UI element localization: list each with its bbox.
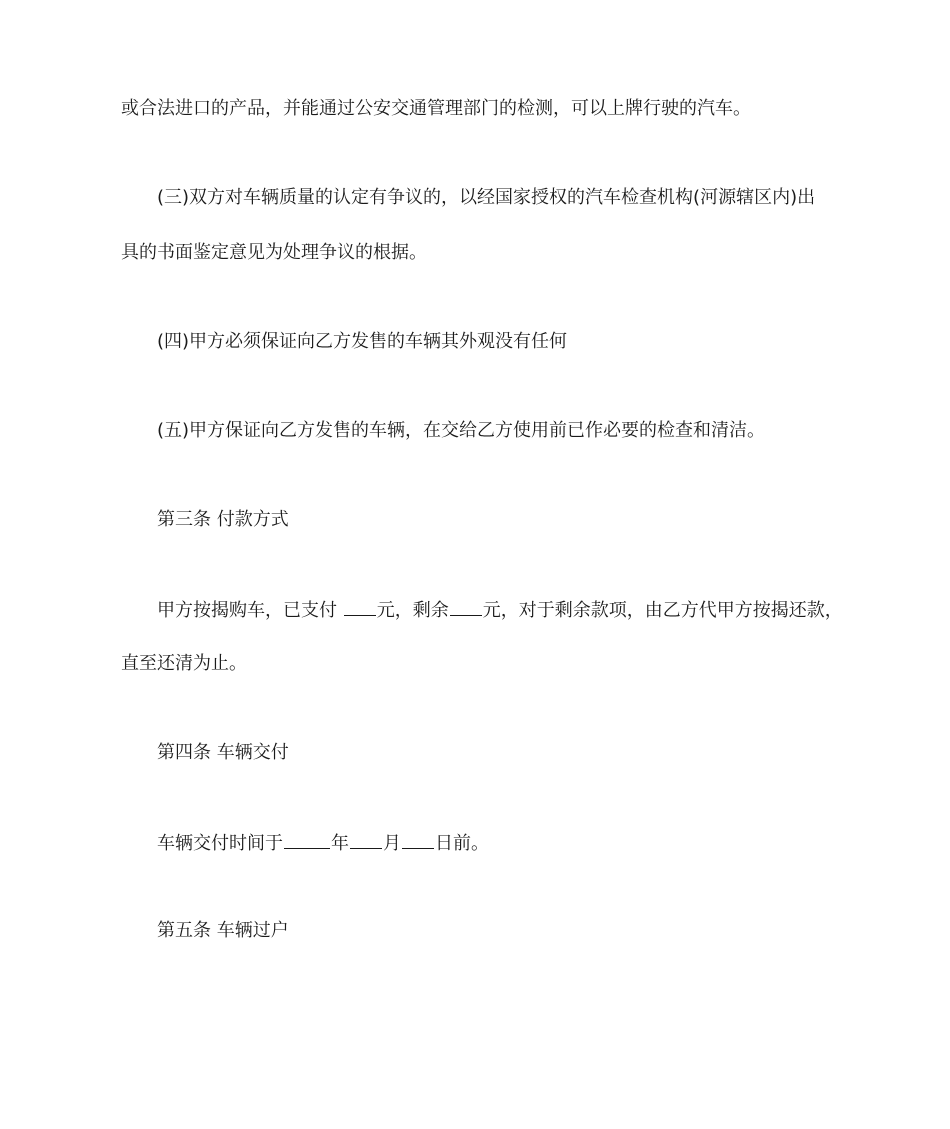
section-heading: 第五条 车辆过户 [157, 920, 289, 941]
delivery-text-4: 日前。 [435, 833, 489, 854]
blank-field [344, 597, 376, 616]
paragraph-line: 或合法进口的产品，并能通过公安交通管理部门的检测，可以上牌行驶的汽车。 [121, 98, 751, 119]
delivery-line [157, 830, 489, 856]
blank-field [450, 597, 482, 616]
delivery-text-3: 月 [383, 833, 401, 854]
payment-text-3: 元，对于剩余款项，由乙方代甲方按揭还款， [482, 600, 843, 621]
paragraph-line: 具的书面鉴定意见为处理争议的根据。 [121, 242, 427, 263]
delivery-text-2: 年 [331, 833, 349, 854]
payment-text-1: 甲方按揭购车，已支付 [157, 600, 343, 621]
section-heading: 第三条 付款方式 [157, 509, 289, 530]
delivery-text-1: 车辆交付时间于 [157, 833, 283, 854]
blank-field [284, 830, 330, 849]
paragraph-line: (三)双方对车辆质量的认定有争议的，以经国家授权的汽车检查机构(河源辖区内)出 [157, 187, 816, 208]
blank-field [350, 830, 382, 849]
payment-text-2: 元，剩余 [376, 600, 449, 621]
paragraph-line: 直至还清为止。 [121, 653, 247, 674]
section-heading: 第四条 车辆交付 [157, 742, 289, 763]
paragraph-line: (五)甲方保证向乙方发售的车辆，在交给乙方使用前已作必要的检查和清洁。 [157, 420, 766, 441]
blank-field [402, 830, 434, 849]
payment-line [157, 597, 843, 623]
paragraph-line: (四)甲方必须保证向乙方发售的车辆其外观没有任何 [157, 331, 568, 352]
